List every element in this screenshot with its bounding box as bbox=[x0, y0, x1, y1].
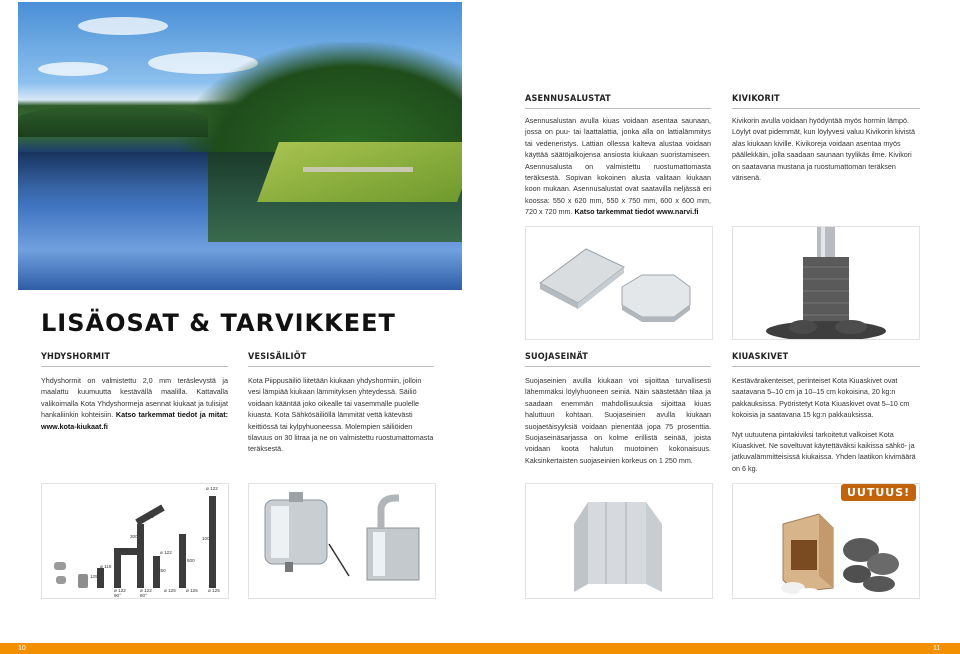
divider bbox=[525, 108, 711, 109]
pipe-300 bbox=[97, 568, 104, 588]
dim-label: ø 122 60° bbox=[140, 588, 152, 598]
yhdyshormit-text: Yhdyshormit on valmistettu 2,0 mm teräslevystä ja maalattu kuumuutta kestävällä maalilla. Kattavalla valikoimalla Kota Yhdyshormeja asennat kiukaat ja tulisijat hankaliinkin kohteisiin. Katso tarkemmat tiedot ja mitat: www.kota-kiukaat.fi bbox=[41, 376, 228, 431]
dim-label: ø 125 bbox=[186, 588, 198, 593]
dim-label: 300 bbox=[130, 534, 138, 539]
pipes-photo bbox=[41, 483, 229, 599]
dim-label: 125 bbox=[90, 574, 98, 579]
divider bbox=[732, 108, 920, 109]
dim-label: ø 122 90° bbox=[114, 588, 126, 598]
asennusalustat-text: Asennusalustan avulla kiuas voidaan asentaa saunaan, jossa on puu- tai laattalattia, jonka alla on lattialämmitys tai vedeneristys. Lattian ollessa kalteva alustaa voidaan käyttää säätöjalkojensa ansiosta kiukaan suoristamiseen. Asennusalusta on valmistettu ruostumattomasta teräksestä. Sopivan kokoinen alusta valitaan kiukaan koon mukaan. Asennusalustat ovat saatavilla neljässä eri koossa: 550 x 620 mm, 550 x 750 mm, 600 x 600 mm, 720 x 720 mm. Katso tarkemmat tiedot www.narvi.fi bbox=[525, 116, 711, 217]
yhdyshormit-link[interactable]: Katso tarkemmat tiedot ja mitat: www.kota-kiukaat.fi bbox=[41, 410, 228, 431]
dim-label: 260 bbox=[120, 547, 128, 552]
vesisailiot-text: Kota Piippusäiliö liitetään kiukaan yhdyshormiin, jolloin vesi lämpiää kiukaan lämmityksen yhteydessä. Säiliö voidaan kääntää joko oikealle tai vasemmalle puolelle kiuasta. Kota Sähkösäiliöllä lämmität vettä kätevästi keittiössä tai kylpyhuoneessa. Molempien säiliöiden tilavuus on 30 litraa ja ne on valmistettu ruostumattomasta teräksestä. bbox=[248, 376, 434, 454]
kiuaskivet-title: KIUASKIVET bbox=[732, 352, 789, 362]
asennusalustat-link[interactable]: Katso tarkemmat tiedot www.narvi.fi bbox=[574, 207, 699, 217]
protective-walls-photo bbox=[525, 483, 713, 599]
kivikorit-title: KIVIKORIT bbox=[732, 94, 780, 104]
page-number-right: 11 bbox=[933, 645, 941, 652]
suojaseinat-text: Suojaseinien avulla kiukaan voi sijoittaa turvallisesti lähemmäksi löylyhuoneen seiniä. Näin säästetään tilaa ja saadaan enemmän mahdollisuuksia sijoittaa kiuas haluttuun kohtaan. Suojaseinien avulla kiukaan suojaetäisyyksiä voidaan pienentää jopa 75 prosenttia. Suojaseinäsarjassa on kolme erillistä seinää, joista voidaan koota halutun muotoinen kokonaisuus. Kaksinkertaisten suojaseinien korkeus on 1 250 mm. bbox=[525, 376, 711, 465]
dim-label: 250 bbox=[158, 568, 166, 573]
sauna-stones-photo bbox=[732, 483, 920, 599]
page-number-left: 10 bbox=[18, 645, 26, 652]
dim-label: ø 122 bbox=[206, 486, 218, 491]
pipe-1000 bbox=[209, 496, 216, 588]
yhdyshormit-title: YHDYSHORMIT bbox=[41, 352, 111, 362]
divider bbox=[41, 366, 228, 367]
footer-bar bbox=[0, 643, 960, 654]
stone-basket-photo bbox=[732, 226, 920, 340]
pipe-adapter bbox=[54, 562, 66, 570]
water-tanks-photo bbox=[248, 483, 436, 599]
pipe-125 bbox=[78, 574, 88, 588]
dim-label: 500 bbox=[187, 558, 195, 563]
mounting-plates-photo bbox=[525, 226, 713, 340]
suojaseinat-title: SUOJASEINÄT bbox=[525, 352, 589, 362]
kivikorit-text: Kivikorin avulla voidaan hyödyntää myös hormin lämpö. Löylyt ovat pidemmät, kun löylyvesi valuu Kivikorin kivistä alas kiukaan kiville. Kivikoreja voidaan asentaa myös päällekkäin, jolla saadaan saunaan tyylikäs ilme. Kivikori on saatavana mustana ja ruostumattoman teräksen värisenä. bbox=[732, 116, 915, 183]
dim-label: ø 122 bbox=[160, 550, 172, 555]
lake-photo bbox=[18, 2, 462, 290]
divider bbox=[248, 366, 434, 367]
vesisailiot-title: VESISÄILIÖT bbox=[248, 352, 307, 362]
dim-label: 375 bbox=[146, 514, 154, 519]
kiuaskivet-text: Kestävärakenteiset, perinteiset Kota Kiuaskivet ovat saatavana 5–10 cm ja 10–15 cm kokoisina, 20 kg:n pakkauksissa. Pyöristetyt Kota Kiuaskivet ovat 5–10 cm kokoisia ja saatavana 15 kg:n pakkauksissa. Nyt uutuutena pintakiviksi tarkoitetut valkoiset Kota Kiuaskivet. Ne soveltuvat käytettäväksi kaikissa sähkö- ja jatkuvalämmitteisissä kiukaissa. Yhden laatikon kivimäärä on 6 kg. bbox=[732, 376, 916, 473]
page-title: LISÄOSAT & TARVIKKEET bbox=[41, 309, 396, 337]
pipe-500 bbox=[179, 534, 186, 588]
pipe-bend-90 bbox=[114, 550, 121, 588]
pipe-bend-60 bbox=[137, 524, 144, 588]
asennusalustat-title: ASENNUSALUSTAT bbox=[525, 94, 611, 104]
pipe-adapter bbox=[56, 576, 66, 584]
dim-label: ø 118 bbox=[100, 564, 112, 569]
divider bbox=[732, 366, 920, 367]
new-badge: UUTUUS! bbox=[841, 484, 916, 501]
dim-label: ø 125 bbox=[164, 588, 176, 593]
divider bbox=[525, 366, 711, 367]
dim-label: ø 125 bbox=[208, 588, 220, 593]
dim-label: 1000 bbox=[202, 536, 213, 541]
